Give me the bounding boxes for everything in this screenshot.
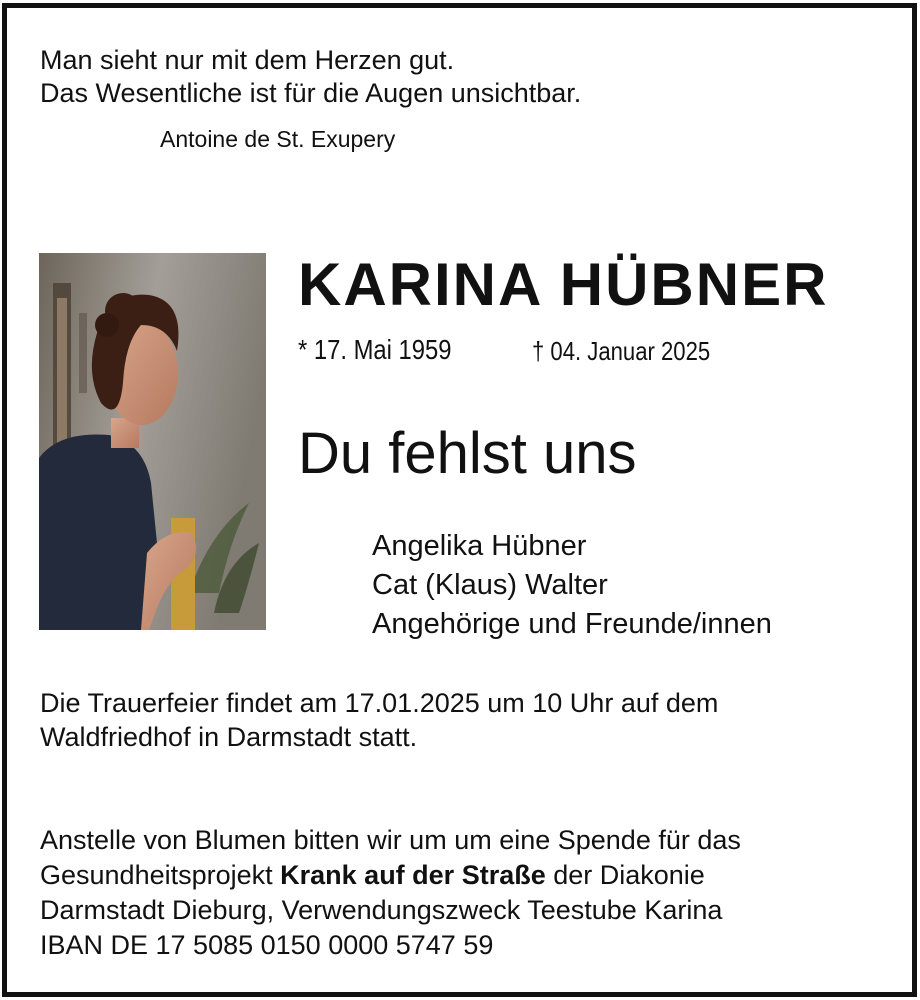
ceremony-info [40,686,718,754]
donation-text: Gesundheitsprojekt [40,860,281,890]
donation-line-2 [40,858,741,893]
mourner: Angelika Hübner [372,530,587,562]
deceased-name: KARINA HÜBNER [298,251,829,318]
quote-line-1: Man sieht nur mit dem Herzen gut. [40,45,455,75]
donation-line-3: Darmstadt Dieburg, Verwendungszweck Teestube Karina [40,895,723,925]
farewell-message: Du fehlst uns [298,421,637,486]
project-name: Krank auf der Straße [280,860,546,890]
iban: IBAN DE 17 5085 0150 0000 5747 59 [40,930,494,960]
quote-author: Antoine de St. Exupery [160,126,396,152]
portrait-photo [39,253,266,630]
quote [40,44,581,110]
birth-date: * 17. Mai 1959 [298,334,452,365]
mourner: Cat (Klaus) Walter [372,569,608,601]
death-date: † 04. Januar 2025 [532,336,711,366]
mourner: Angehörige und Freunde/innen [372,608,772,640]
mourners-list [372,527,772,644]
donation-line-1: Anstelle von Blumen bitten wir um um eine Spende für das [40,825,741,855]
ceremony-line-1: Die Trauerfeier findet am 17.01.2025 um 10 Uhr auf dem [40,688,719,718]
quote-line-2: Das Wesentliche ist für die Augen unsichtbar. [40,78,582,108]
donation-text: der Diakonie [545,860,705,890]
donation-info [40,823,741,963]
life-dates [298,334,711,366]
ceremony-line-2: Waldfriedhof in Darmstadt statt. [40,722,418,752]
